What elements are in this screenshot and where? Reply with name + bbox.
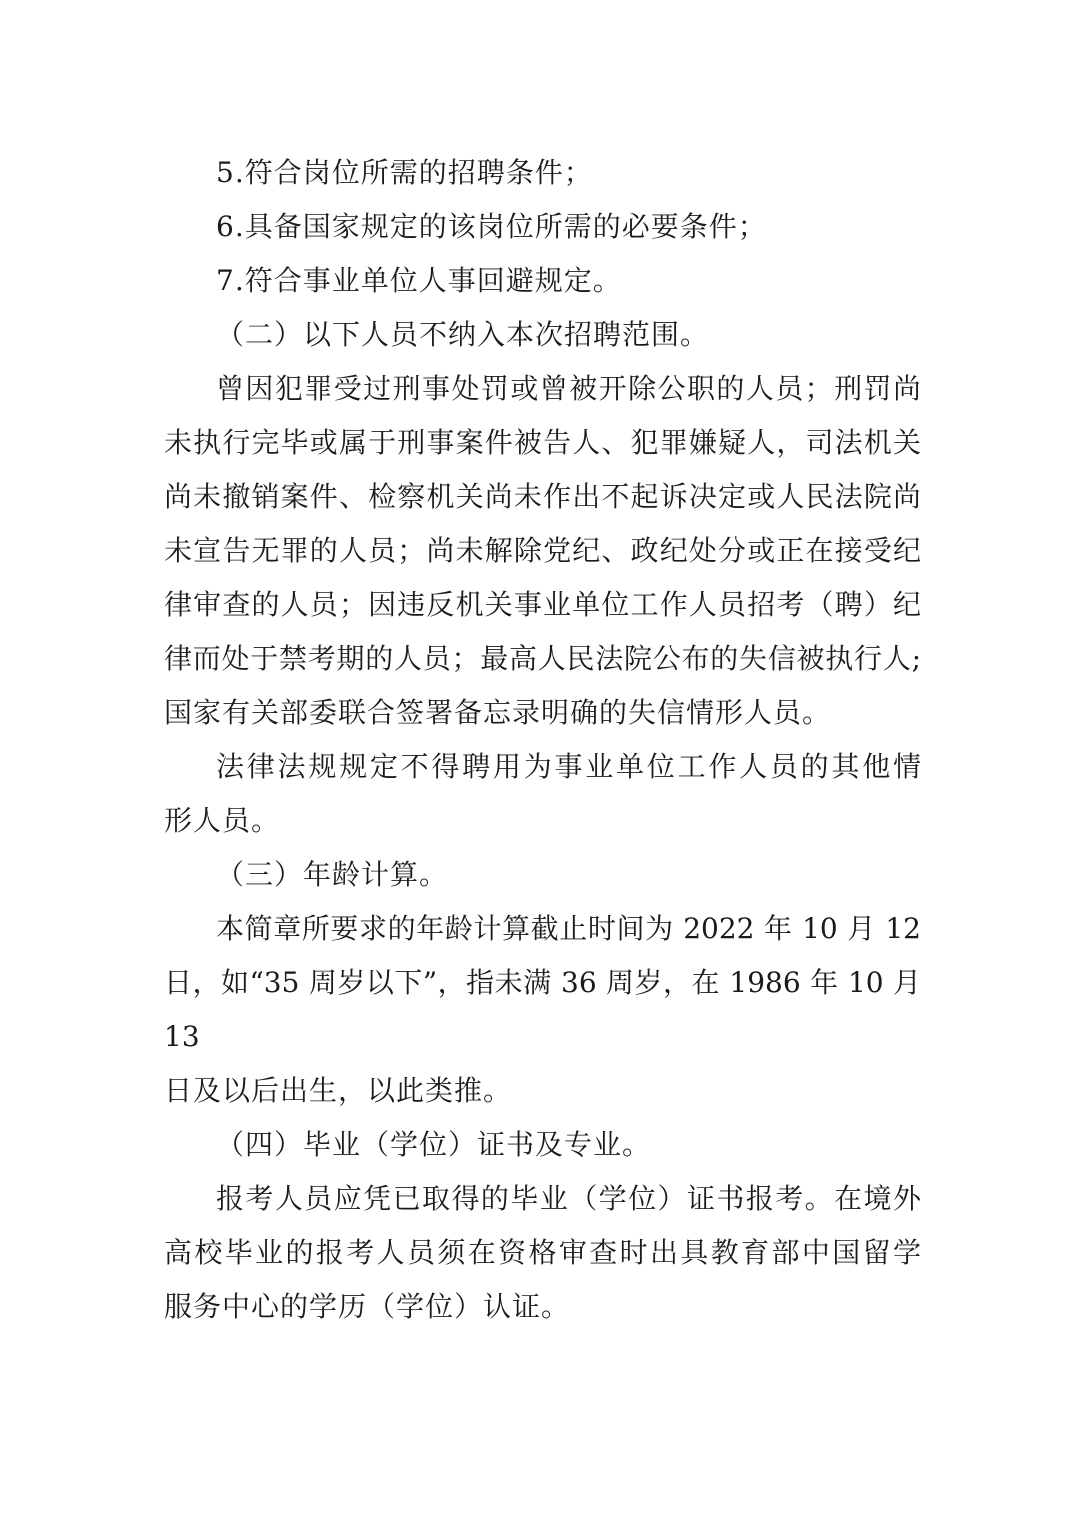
text-line: 未宣告无罪的人员；尚未解除党纪、政纪处分或正在接受纪 [164,534,921,567]
paragraph-numbered-item [164,254,921,308]
text-line: 曾因犯罪受过刑事处罚或曾被开除公职的人员；刑罚尚 [216,372,921,405]
paragraph-body [164,362,921,740]
paragraph-body [164,902,921,1118]
paragraph-numbered-item [164,200,921,254]
paragraph-body [164,740,921,848]
text-line: 尚未撤销案件、检察机关尚未作出不起诉决定或人民法院尚 [164,480,921,513]
text-line: 本简章所要求的年龄计算截止时间为 2022 年 10 月 12 [216,912,921,945]
text-line: 报考人员应凭已取得的毕业（学位）证书报考。在境外 [216,1182,921,1215]
text-line: 5.符合岗位所需的招聘条件； [216,156,593,189]
text-line: 服务中心的学历（学位）认证。 [164,1290,571,1323]
text-line: 高校毕业的报考人员须在资格审查时出具教育部中国留学 [164,1236,921,1269]
text-line: 形人员。 [164,804,281,837]
text-line: 律而处于禁考期的人员；最高人民法院公布的失信被执行人; [164,642,921,675]
paragraph-body [164,1172,921,1334]
text-line: 日，如“35 周岁以下”，指未满 36 周岁，在 1986 年 10 月 13 [164,966,921,1053]
text-line: 法律法规规定不得聘用为事业单位工作人员的其他情 [216,750,921,783]
paragraph-section-heading [164,308,921,362]
paragraph-section-heading [164,1118,921,1172]
text-line: 未执行完毕或属于刑事案件被告人、犯罪嫌疑人，司法机关 [164,426,921,459]
text-line: 7.符合事业单位人事回避规定。 [216,264,622,297]
document-text-block [164,146,921,1334]
text-line: 律审查的人员；因违反机关事业单位工作人员招考（聘）纪 [164,588,921,621]
text-line: 6.具备国家规定的该岗位所需的必要条件； [216,210,767,243]
paragraph-section-heading [164,848,921,902]
text-line: 日及以后出生，以此类推。 [164,1074,513,1107]
text-line: （四）毕业（学位）证书及专业。 [216,1128,652,1161]
text-line: 国家有关部委联合签署备忘录明确的失信情形人员。 [164,696,832,729]
text-line: （三）年龄计算。 [216,858,449,891]
text-line: （二）以下人员不纳入本次招聘范围。 [216,318,710,351]
paragraph-numbered-item [164,146,921,200]
